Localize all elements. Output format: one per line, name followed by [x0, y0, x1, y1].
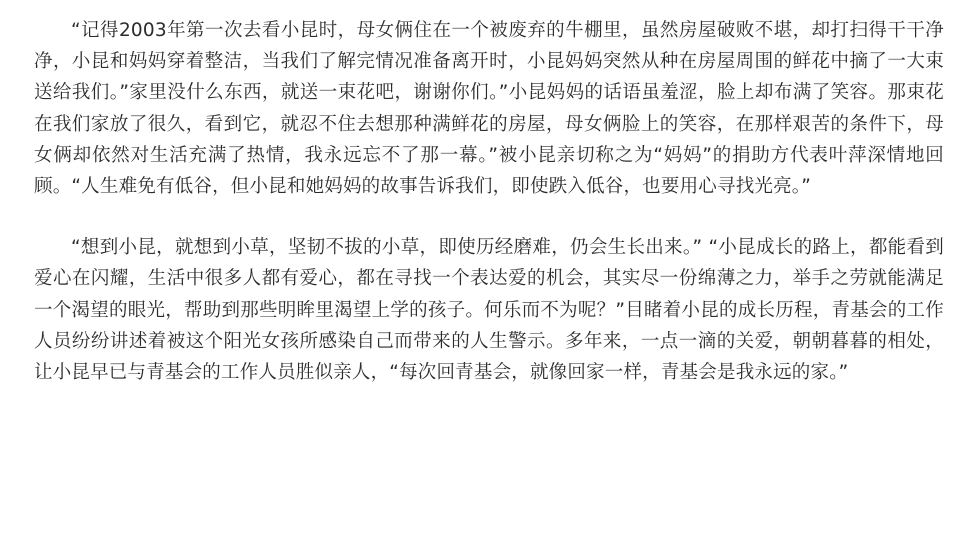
paragraph-1: “记得2003年第一次去看小昆时，母女俩住在一个被废弃的牛棚里，虽然房屋破败不堪，却打扫得干干净净，小昆和妈妈穿着整洁，当我们了解完情况准备离开时，小昆妈妈突然从种在房屋周围的鲜花中摘了一大束送给我们。”家里没什么东西，就送一束花吧，谢谢你们。”小昆妈妈的话语虽羞涩，脸上却布满了笑容。那束花在我们家放了很久，看到它，就忍不住去想那种满鲜花的房屋，母女俩脸上的笑容，在那样艰苦的条件下，母女俩却依然对生活充满了热情，我永远忘不了那一幕。”被小昆亲切称之为“妈妈”的捐助方代表叶萍深情地回顾。“人生难免有低谷，但小昆和她妈妈的故事告诉我们，即使跌入低谷，也要用心寻找光亮。”: [34, 20, 944, 198]
article-body: [34, 15, 944, 388]
paragraph-spacer: [34, 202, 944, 232]
paragraph-2: “想到小昆，就想到小草，坚韧不拔的小草，即使历经磨难，仍会生长出来。” “小昆成长的路上，都能看到爱心在闪耀，生活中很多人都有爱心，都在寻找一个表达爱的机会，其实尽一份绵薄之力，举手之劳就能满足一个渴望的眼光，帮助到那些明眸里渴望上学的孩子。何乐而不为呢？”目睹着小昆的成长历程，青基会的工作人员纷纷讲述着被这个阳光女孩所感染自己而带来的人生警示。多年来，一点一滴的关爱，朝朝暮暮的相处，让小昆早已与青基会的工作人员胜似亲人，“每次回青基会，就像回家一样，青基会是我永远的家。”: [34, 237, 944, 384]
